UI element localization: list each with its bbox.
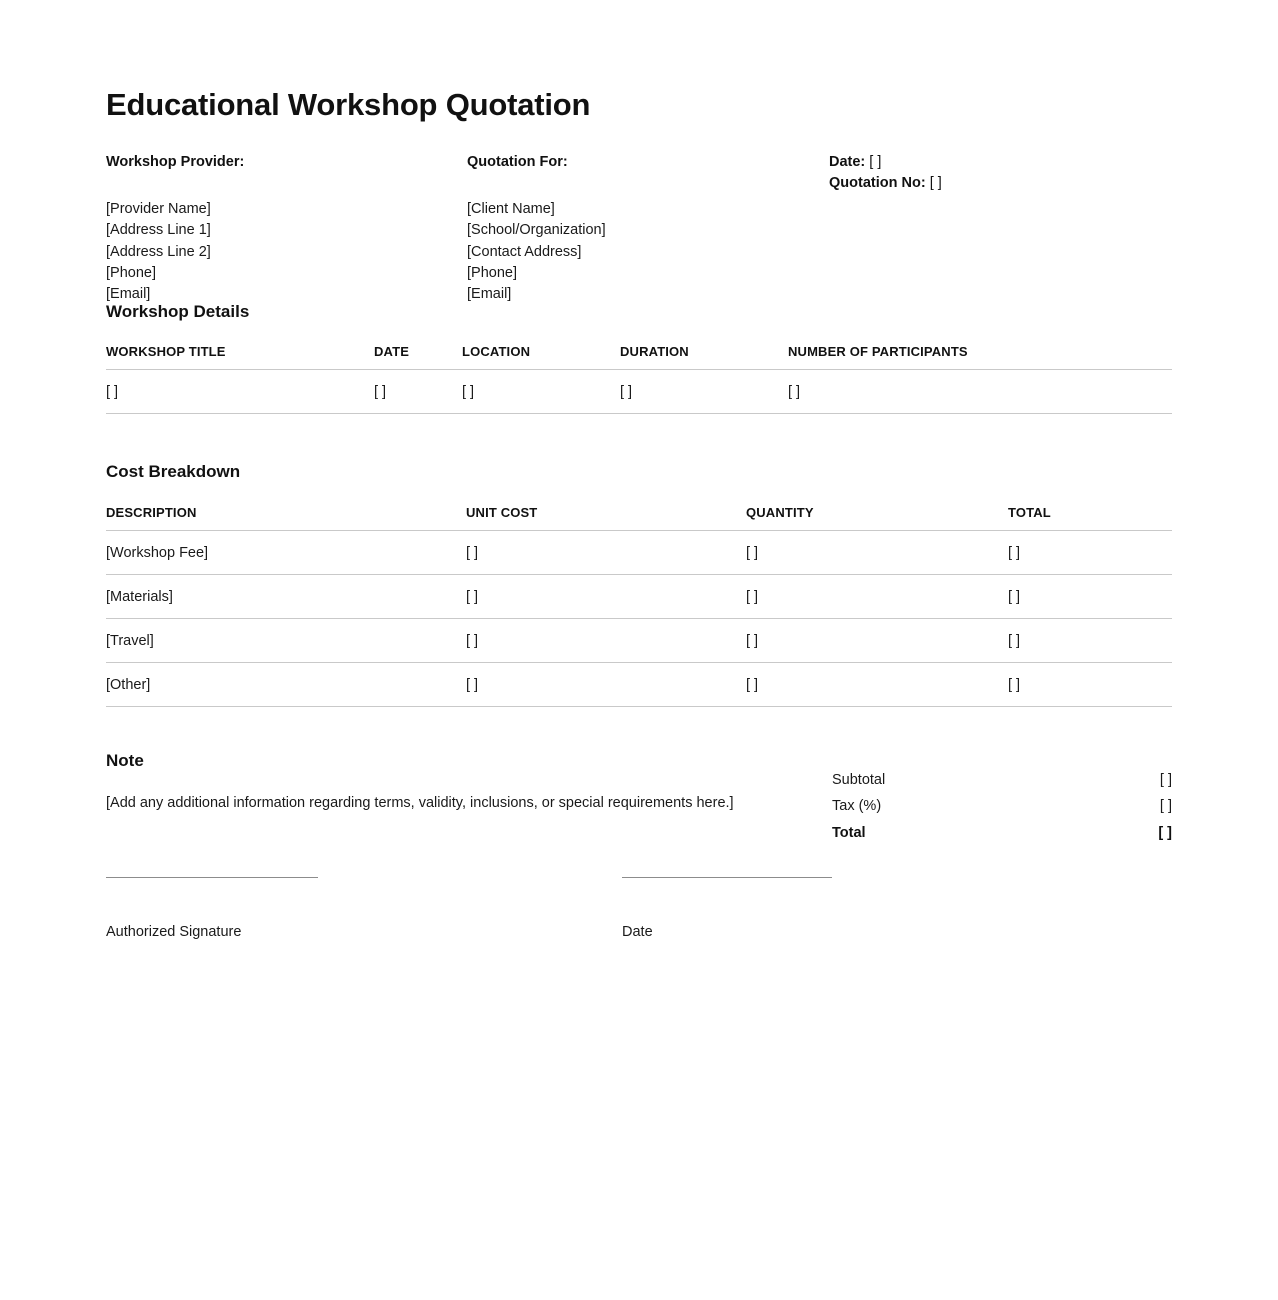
cell-description[interactable]: [Materials] xyxy=(106,574,466,618)
column-header-total: TOTAL xyxy=(1008,505,1172,531)
workshop-details-section xyxy=(106,302,1172,414)
table-row xyxy=(106,370,1172,414)
column-header-date: DATE xyxy=(374,344,462,370)
table-row xyxy=(106,574,1172,618)
section-spacer xyxy=(106,414,1172,462)
quotation-meta-block xyxy=(829,152,1169,195)
provider-line: [Address Line 1] xyxy=(106,222,211,239)
column-header-description: DESCRIPTION xyxy=(106,505,466,531)
cell-participants[interactable]: [ ] xyxy=(788,370,1172,414)
cell-description[interactable]: [Workshop Fee] xyxy=(106,530,466,574)
date-value: [ ] xyxy=(869,154,882,171)
cell-total[interactable]: [ ] xyxy=(1008,662,1172,706)
note-and-totals xyxy=(106,751,1172,857)
cell-unit-cost[interactable]: [ ] xyxy=(466,662,746,706)
cell-total[interactable]: [ ] xyxy=(1008,530,1172,574)
quotation-no-label: Quotation No: xyxy=(829,175,926,192)
cell-quantity[interactable]: [ ] xyxy=(746,662,1008,706)
grand-total-value[interactable]: [ ] xyxy=(1158,824,1172,841)
table-row xyxy=(106,530,1172,574)
cell-unit-cost[interactable]: [ ] xyxy=(466,574,746,618)
date-row xyxy=(829,152,1169,173)
table-row xyxy=(106,662,1172,706)
cell-location[interactable]: [ ] xyxy=(462,370,620,414)
cost-breakdown-table xyxy=(106,505,1172,707)
column-header-duration: DURATION xyxy=(620,344,788,370)
cell-date[interactable]: [ ] xyxy=(374,370,462,414)
signature-field-date xyxy=(622,877,832,940)
grand-total-label: Total xyxy=(832,824,866,841)
signature-date-label: Date xyxy=(622,923,653,940)
client-line: [Phone] xyxy=(467,265,517,281)
cell-unit-cost[interactable]: [ ] xyxy=(466,530,746,574)
table-row xyxy=(106,618,1172,662)
signature-label: Authorized Signature xyxy=(106,923,242,940)
date-label: Date: xyxy=(829,154,866,171)
subtotal-label: Subtotal xyxy=(832,771,886,788)
subtotal-value[interactable]: [ ] xyxy=(1159,771,1172,788)
cell-total[interactable]: [ ] xyxy=(1008,618,1172,662)
cell-description[interactable]: [Other] xyxy=(106,662,466,706)
cell-quantity[interactable]: [ ] xyxy=(746,530,1008,574)
provider-block xyxy=(106,152,456,306)
client-line: [Email] xyxy=(467,286,512,303)
client-label: Quotation For: xyxy=(467,154,568,171)
cost-breakdown-heading: Cost Breakdown xyxy=(106,462,241,482)
tax-row xyxy=(832,793,1172,820)
quotation-no-value: [ ] xyxy=(929,175,942,192)
cell-duration[interactable]: [ ] xyxy=(620,370,788,414)
cell-quantity[interactable]: [ ] xyxy=(746,618,1008,662)
subtotal-row xyxy=(832,767,1172,794)
cell-workshop-title[interactable]: [ ] xyxy=(106,370,374,414)
tax-label: Tax (%) xyxy=(832,798,882,815)
document-header xyxy=(106,152,1172,302)
cell-quantity[interactable]: [ ] xyxy=(746,574,1008,618)
tax-value[interactable]: [ ] xyxy=(1159,798,1172,815)
signature-line[interactable] xyxy=(106,877,318,878)
signature-area xyxy=(106,877,1172,987)
signature-field-authorized xyxy=(106,877,318,940)
note-heading: Note xyxy=(106,750,144,770)
signature-line[interactable] xyxy=(622,877,832,878)
client-block xyxy=(467,152,817,306)
cell-total[interactable]: [ ] xyxy=(1008,574,1172,618)
column-header-participants: NUMBER OF PARTICIPANTS xyxy=(788,344,1172,370)
provider-label: Workshop Provider: xyxy=(106,154,245,171)
workshop-details-heading: Workshop Details xyxy=(106,302,250,322)
note-text[interactable]: [Add any additional information regarding terms, validity, inclusions, or special requirements here.] xyxy=(106,795,734,812)
client-line: [Contact Address] xyxy=(467,243,582,260)
cell-description[interactable]: [Travel] xyxy=(106,618,466,662)
column-header-quantity: QUANTITY xyxy=(746,505,1008,531)
provider-line: [Email] xyxy=(106,286,151,303)
quotation-no-row xyxy=(829,173,1169,194)
cell-unit-cost[interactable]: [ ] xyxy=(466,618,746,662)
grand-total-row xyxy=(832,820,1172,847)
totals-block xyxy=(832,767,1172,847)
client-line: [Client Name] xyxy=(467,201,555,218)
section-spacer xyxy=(106,707,1172,751)
page-title: Educational Workshop Quotation xyxy=(106,87,591,122)
column-header-unit-cost: UNIT COST xyxy=(466,505,746,531)
table-header-row xyxy=(106,344,1172,370)
workshop-details-table xyxy=(106,344,1172,414)
column-header-location: LOCATION xyxy=(462,344,620,370)
provider-line: [Provider Name] xyxy=(106,201,211,218)
client-line: [School/Organization] xyxy=(467,222,606,239)
cost-breakdown-section xyxy=(106,462,1172,706)
column-header-workshop-title: WORKSHOP TITLE xyxy=(106,344,374,370)
note-block xyxy=(106,751,821,814)
provider-line: [Phone] xyxy=(106,265,156,281)
table-header-row xyxy=(106,505,1172,531)
provider-line: [Address Line 2] xyxy=(106,243,211,260)
